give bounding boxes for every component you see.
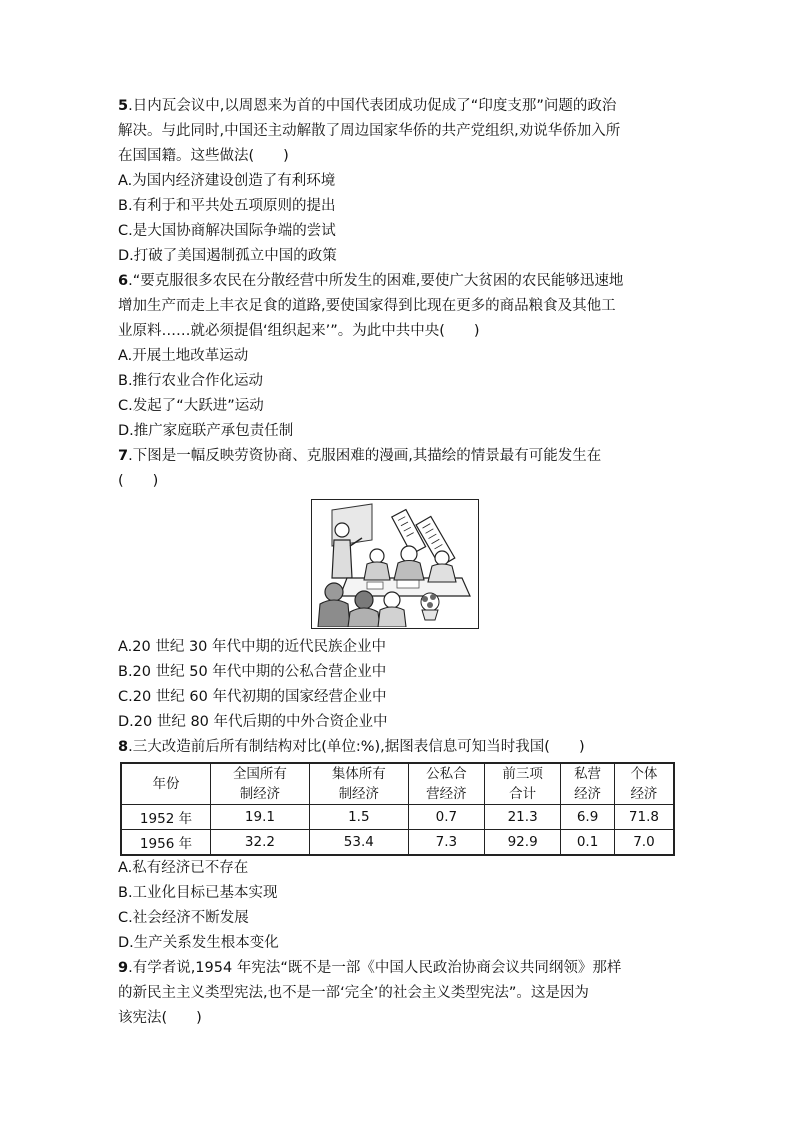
question-5-line-3: 在国国籍。这些做法( )	[118, 148, 289, 164]
question-text: .“要克服很多农民在分散经营中所发生的困难,要使广大贫困的农民能够迅速地	[128, 273, 624, 289]
question-number: 7	[118, 448, 129, 464]
table-cell: 21.3	[485, 805, 561, 830]
table-cell: 0.7	[408, 805, 484, 830]
option-d[interactable]: D.推广家庭联产承包责任制	[118, 423, 294, 439]
table-cell: 0.1	[561, 830, 615, 856]
table-header-cell: 集体所有 制经济	[309, 763, 408, 805]
question-6-line-3: 业原料……就必须提倡‘组织起来’”。为此中共中央( )	[118, 323, 480, 339]
question-5-line-2: 解决。与此同时,中国还主动解散了周边国家华侨的共产党组织,劝说华侨加入所	[118, 123, 621, 139]
question-7	[118, 444, 678, 735]
question-8	[118, 735, 678, 956]
option-b[interactable]: B.有利于和平共处五项原则的提出	[118, 198, 336, 214]
table-header-cell: 全国所有 制经济	[211, 763, 310, 805]
option-b[interactable]: B.20 世纪 50 年代中期的公私合营企业中	[118, 664, 387, 680]
table-row	[121, 805, 674, 830]
exam-page	[118, 94, 678, 1031]
question-number: 9	[118, 960, 129, 976]
option-c[interactable]: C.发起了“大跃进”运动	[118, 398, 264, 414]
option-a[interactable]: A.20 世纪 30 年代中期的近代民族企业中	[118, 639, 387, 655]
table-cell: 7.3	[408, 830, 484, 856]
table-header-cell: 公私合 营经济	[408, 763, 484, 805]
question-text: .下图是一幅反映劳资协商、克服困难的漫画,其描绘的情景最有可能发生在	[128, 448, 602, 464]
question-9-line-3: 该宪法( )	[118, 1010, 202, 1026]
table-cell: 71.8	[614, 805, 674, 830]
question-6	[118, 269, 678, 444]
option-a[interactable]: A.私有经济已不存在	[118, 860, 249, 876]
option-c[interactable]: C.20 世纪 60 年代初期的国家经营企业中	[118, 689, 387, 705]
question-9	[118, 956, 678, 1031]
table-cell: 1.5	[309, 805, 408, 830]
option-a[interactable]: A.为国内经济建设创造了有利环境	[118, 173, 336, 189]
option-d[interactable]: D.生产关系发生根本变化	[118, 935, 279, 951]
table-cell: 19.1	[211, 805, 310, 830]
table-cell: 6.9	[561, 805, 615, 830]
question-9-line-2: 的新民主主义类型宪法,也不是一部‘完全’的社会主义类型宪法”。这是因为	[118, 985, 589, 1001]
cartoon-illustration	[311, 499, 479, 629]
option-d[interactable]: D.打破了美国遏制孤立中国的政策	[118, 248, 337, 264]
question-number: 6	[118, 273, 129, 289]
question-number: 8	[118, 739, 129, 755]
option-a[interactable]: A.开展土地改革运动	[118, 348, 249, 364]
option-c[interactable]: C.是大国协商解决国际争端的尝试	[118, 223, 336, 239]
table-header-cell: 私营 经济	[561, 763, 615, 805]
question-text: .日内瓦会议中,以周恩来为首的中国代表团成功促成了“印度支那”问题的政治	[128, 98, 617, 114]
table-cell: 7.0	[614, 830, 674, 856]
table-cell: 32.2	[211, 830, 310, 856]
table-cell: 1952 年	[121, 805, 211, 830]
option-b[interactable]: B.工业化目标已基本实现	[118, 885, 278, 901]
table-cell: 1956 年	[121, 830, 211, 856]
table-row	[121, 830, 674, 856]
question-text: .三大改造前后所有制结构对比(单位:%),据图表信息可知当时我国( )	[128, 739, 585, 755]
option-b[interactable]: B.推行农业合作化运动	[118, 373, 264, 389]
question-5-line-1	[118, 94, 678, 119]
question-7-line-1	[118, 444, 678, 469]
ownership-structure-table	[120, 762, 675, 856]
question-5	[118, 94, 678, 269]
table-cell: 53.4	[309, 830, 408, 856]
cartoon-drawing	[312, 500, 477, 627]
option-c[interactable]: C.社会经济不断发展	[118, 910, 249, 926]
question-7-line-2: ( )	[118, 473, 159, 489]
question-8-line-1	[118, 735, 678, 760]
question-text: .有学者说,1954 年宪法“既不是一部《中国人民政治协商会议共同纲领》那样	[128, 960, 622, 976]
table-header-cell: 年份	[121, 763, 211, 805]
question-9-line-1	[118, 956, 678, 981]
table-header-cell: 前三项 合计	[485, 763, 561, 805]
table-header-row	[121, 763, 674, 805]
question-number: 5	[118, 98, 129, 114]
option-d[interactable]: D.20 世纪 80 年代后期的中外合资企业中	[118, 714, 388, 730]
table-header-cell: 个体 经济	[614, 763, 674, 805]
question-6-line-2: 增加生产而走上丰衣足食的道路,要使国家得到比现在更多的商品粮食及其他工	[118, 298, 616, 314]
table-cell: 92.9	[485, 830, 561, 856]
question-6-line-1	[118, 269, 678, 294]
